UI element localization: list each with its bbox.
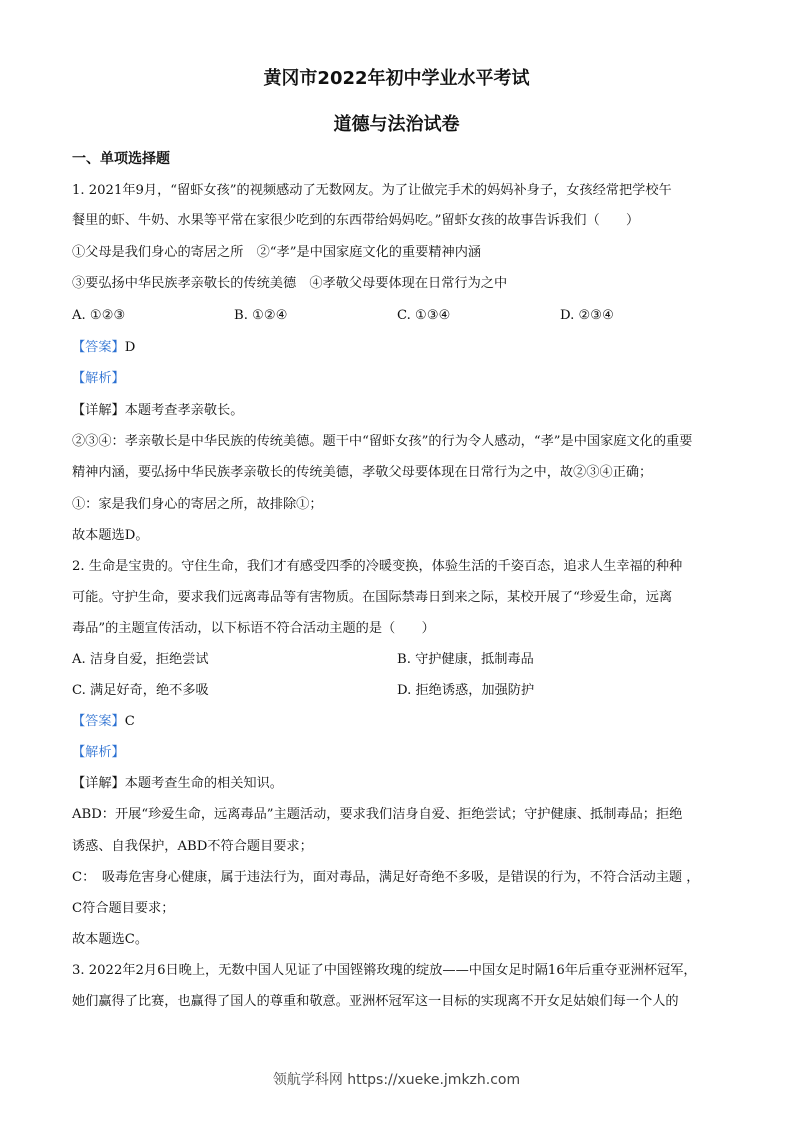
explanation-line: 精神内涵，要弘扬中华民族孝亲敬长的传统美德，孝敬父母要体现在日常行为之中，故②③④正确；: [72, 465, 653, 480]
section-heading: 一、单项选择题: [72, 151, 170, 167]
question-text: 餐里的虾、牛奶、水果等平常在家很少吃到的东西带给妈妈吃。”留虾女孩的故事告诉我们（ ）: [72, 213, 640, 228]
explanation-line: ①：家是我们身心的寄居之所，故排除①；: [72, 497, 323, 512]
question-text: 3. 2022年2月6日晚上，无数中国人见证了中国铿锵玫瑰的绽放——中国女足时隔16年后重夺亚洲杯冠军，: [72, 963, 697, 978]
option-d: D. 拒绝诱惑，加强防护: [397, 683, 535, 698]
option-c: C. ①③④: [397, 308, 451, 323]
conclusion-line: 故本题选D。: [72, 528, 149, 543]
question-text: 可能。守护生命，要求我们远离毒品等有害物质。在国际禁毒日到来之际，某校开展了“珍爱生命，远离: [72, 590, 673, 605]
answer-line: [72, 339, 135, 357]
answer-value: C: [124, 714, 135, 729]
detail-line: 【详解】本题考查生命的相关知识。: [72, 776, 283, 791]
statement-line: ①父母是我们身心的寄居之所 ②“孝”是中国家庭文化的重要精神内涵: [72, 245, 482, 260]
option-b: B. 守护健康，抵制毒品: [397, 652, 534, 667]
question-text: 毒品”的主题宣传活动，以下标语不符合活动主题的是（ ）: [72, 621, 435, 636]
answer-tag: 【答案】: [72, 714, 125, 729]
title-line-2: 道德与法治试卷: [333, 114, 460, 135]
explanation-line: ABD：开展“珍爱生命，远离毒品”主题活动，要求我们洁身自爱、拒绝尝试；守护健康、抵制毒品；拒绝: [72, 807, 683, 822]
answer-line: [72, 713, 135, 731]
explanation-line: 诱惑、自我保护，ABD不符合题目要求；: [72, 839, 313, 854]
title-line-1: 黄冈市2022年初中学业水平考试: [263, 68, 530, 89]
option-c: C. 满足好奇，绝不多吸: [72, 683, 209, 698]
conclusion-line: 故本题选C。: [72, 932, 149, 947]
analysis-tag: 【解析】: [72, 745, 125, 760]
explanation-line: C符合题目要求；: [72, 901, 175, 916]
statement-line: ③要弘扬中华民族孝亲敬长的传统美德 ④孝敬父母要体现在日常行为之中: [72, 276, 508, 291]
question-text: 她们赢得了比赛，也赢得了国人的尊重和敬意。亚洲杯冠军这一目标的实现离不开女足姑娘们每一个人的: [72, 994, 679, 1009]
option-d: D. ②③④: [560, 308, 614, 323]
option-a: A. 洁身自爱，拒绝尝试: [72, 652, 209, 667]
question-text: 2. 生命是宝贵的。守住生命，我们才有感受四季的冷暖变换，体验生活的千姿百态，追求人生幸福的种种: [72, 559, 683, 574]
option-b: B. ①②④: [234, 308, 288, 323]
answer-value: D: [124, 340, 136, 355]
detail-line: 【详解】本题考查孝亲敬长。: [72, 403, 244, 418]
option-a: A. ①②③: [72, 308, 126, 323]
page-footer: 领航学科网 https://xueke.jmkzh.com: [272, 1072, 521, 1088]
question-text: 1. 2021年9月，“留虾女孩”的视频感动了无数网友。为了让做完手术的妈妈补身子，女孩经常把学校午: [72, 183, 672, 198]
answer-tag: 【答案】: [72, 340, 125, 355]
explanation-line: C： 吸毒危害身心健康，属于违法行为，面对毒品，满足好奇绝不多吸，是错误的行为，不符合活动主题 ，: [72, 870, 700, 885]
explanation-line: ②③④：孝亲敬长是中华民族的传统美德。题干中“留虾女孩”的行为令人感动，“孝”是中国家庭文化的重要: [72, 434, 693, 449]
analysis-tag: 【解析】: [72, 371, 125, 386]
